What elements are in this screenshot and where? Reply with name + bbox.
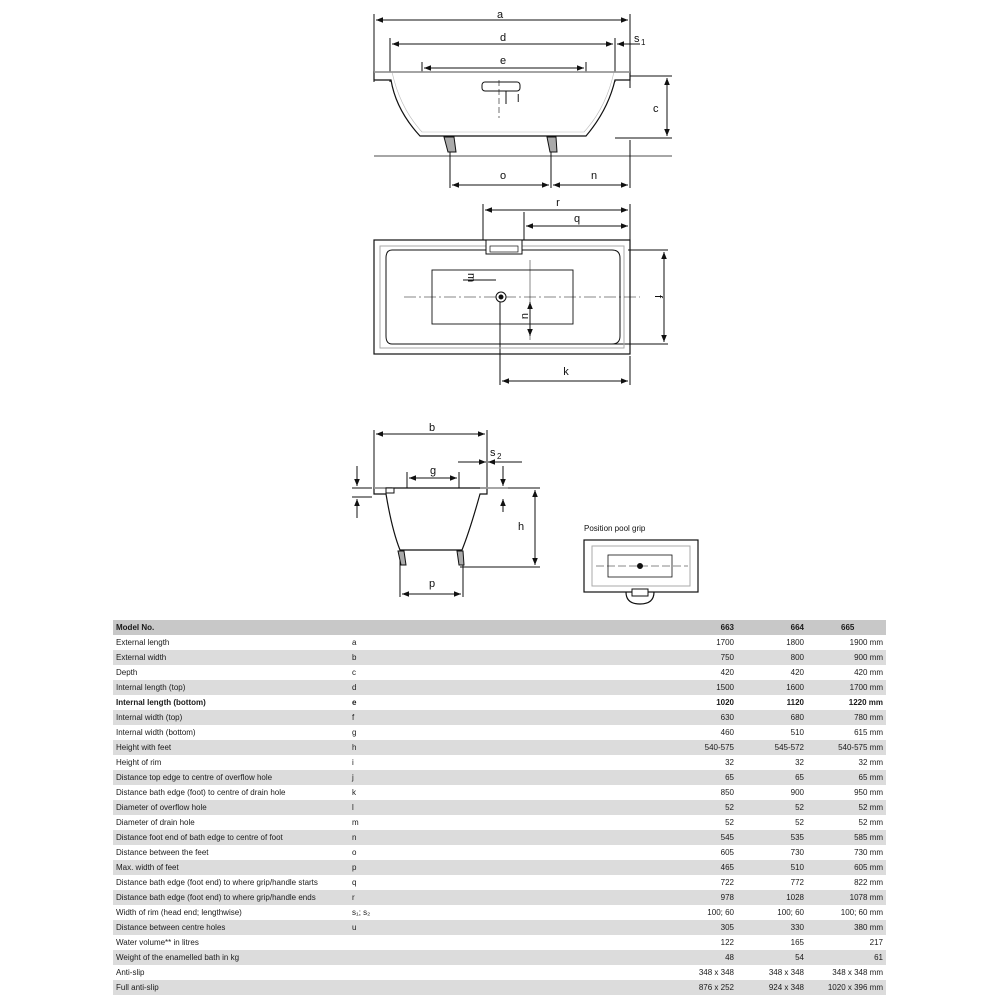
table-row bbox=[113, 740, 886, 755]
dim-label-d: d bbox=[499, 32, 507, 44]
table-row bbox=[113, 710, 886, 725]
row-value-664: 330 bbox=[737, 920, 807, 935]
table-row bbox=[113, 725, 886, 740]
table-row bbox=[113, 920, 886, 935]
table-row bbox=[113, 635, 886, 650]
row-value-665: 380 mm bbox=[807, 920, 886, 935]
dim-label-r: r bbox=[556, 197, 560, 209]
dim-label-c: c bbox=[653, 103, 659, 115]
table-row bbox=[113, 695, 886, 710]
table-row bbox=[113, 815, 886, 830]
row-symbol: k bbox=[349, 785, 659, 800]
row-symbol: n bbox=[349, 830, 659, 845]
row-label: Internal width (bottom) bbox=[113, 725, 349, 740]
table-row bbox=[113, 980, 886, 995]
row-symbol bbox=[349, 950, 659, 965]
row-value-663: 605 bbox=[659, 845, 737, 860]
dim-label-n: n bbox=[590, 170, 598, 182]
table-row bbox=[113, 935, 886, 950]
top-view-drawing bbox=[374, 204, 668, 385]
row-value-664: 730 bbox=[737, 845, 807, 860]
row-value-664: 52 bbox=[737, 800, 807, 815]
row-value-665: 52 mm bbox=[807, 815, 886, 830]
row-label: Distance top edge to centre of overflow hole bbox=[113, 770, 349, 785]
row-label: Distance bath edge (foot) to centre of drain hole bbox=[113, 785, 349, 800]
row-label: Distance bath edge (foot end) to where grip/handle starts bbox=[113, 875, 349, 890]
row-value-665: 1078 mm bbox=[807, 890, 886, 905]
row-value-664: 52 bbox=[737, 815, 807, 830]
row-value-663: 750 bbox=[659, 650, 737, 665]
row-value-663: 32 bbox=[659, 755, 737, 770]
row-symbol: b bbox=[349, 650, 659, 665]
row-label: External length bbox=[113, 635, 349, 650]
row-value-665: 1700 mm bbox=[807, 680, 886, 695]
row-value-665: 52 mm bbox=[807, 800, 886, 815]
dim-label-s2: s bbox=[490, 447, 496, 459]
table-row bbox=[113, 650, 886, 665]
row-label: Distance bath edge (foot end) to where grip/handle ends bbox=[113, 890, 349, 905]
row-symbol: f bbox=[349, 710, 659, 725]
table-row bbox=[113, 875, 886, 890]
row-symbol: q bbox=[349, 875, 659, 890]
row-value-663: 48 bbox=[659, 950, 737, 965]
table-row bbox=[113, 800, 886, 815]
dim-label-l: l bbox=[517, 93, 520, 105]
row-value-665: 780 mm bbox=[807, 710, 886, 725]
pool-grip-diagram bbox=[584, 540, 698, 604]
table-row bbox=[113, 965, 886, 980]
row-symbol: p bbox=[349, 860, 659, 875]
row-symbol: a bbox=[349, 635, 659, 650]
row-value-664: 900 bbox=[737, 785, 807, 800]
row-value-665: 1900 mm bbox=[807, 635, 886, 650]
row-symbol: h bbox=[349, 740, 659, 755]
table-row bbox=[113, 680, 886, 695]
row-value-665: 217 bbox=[807, 935, 886, 950]
row-value-665: 1020 x 396 mm bbox=[807, 980, 886, 995]
row-value-665: 65 mm bbox=[807, 770, 886, 785]
side-view-drawing bbox=[374, 14, 672, 188]
row-value-665: 32 mm bbox=[807, 755, 886, 770]
row-symbol: u bbox=[349, 920, 659, 935]
row-value-664: 65 bbox=[737, 770, 807, 785]
row-value-664: 165 bbox=[737, 935, 807, 950]
header-model-664: 664 bbox=[737, 620, 807, 635]
row-value-664: 772 bbox=[737, 875, 807, 890]
row-symbol bbox=[349, 965, 659, 980]
row-value-664: 924 x 348 bbox=[737, 980, 807, 995]
row-value-664: 1800 bbox=[737, 635, 807, 650]
header-model-665: 665 bbox=[807, 620, 886, 635]
row-symbol bbox=[349, 935, 659, 950]
row-value-663: 122 bbox=[659, 935, 737, 950]
row-value-664: 510 bbox=[737, 860, 807, 875]
row-value-663: 850 bbox=[659, 785, 737, 800]
row-symbol: i bbox=[349, 755, 659, 770]
spec-table bbox=[113, 620, 886, 995]
row-label: External width bbox=[113, 650, 349, 665]
dim-label-k: k bbox=[563, 366, 569, 378]
row-value-665: 605 mm bbox=[807, 860, 886, 875]
dim-label-b: b bbox=[428, 422, 436, 434]
header-label: Model No. bbox=[113, 620, 349, 635]
row-value-664: 535 bbox=[737, 830, 807, 845]
row-label: Internal width (top) bbox=[113, 710, 349, 725]
row-symbol: g bbox=[349, 725, 659, 740]
row-value-663: 100; 60 bbox=[659, 905, 737, 920]
table-row bbox=[113, 860, 886, 875]
table-row bbox=[113, 905, 886, 920]
row-value-664: 54 bbox=[737, 950, 807, 965]
dim-label-o: o bbox=[499, 170, 507, 182]
row-value-665: 348 x 348 mm bbox=[807, 965, 886, 980]
row-label: Weight of the enamelled bath in kg bbox=[113, 950, 349, 965]
row-value-664: 800 bbox=[737, 650, 807, 665]
table-row bbox=[113, 830, 886, 845]
dim-label-s2-sub: 2 bbox=[497, 452, 502, 461]
end-view-drawing bbox=[352, 430, 540, 597]
row-value-663: 978 bbox=[659, 890, 737, 905]
row-label: Width of rim (head end; lengthwise) bbox=[113, 905, 349, 920]
row-symbol: d bbox=[349, 680, 659, 695]
spec-table-body bbox=[113, 620, 886, 995]
row-symbol: o bbox=[349, 845, 659, 860]
header-model-663: 663 bbox=[659, 620, 737, 635]
row-value-663: 52 bbox=[659, 815, 737, 830]
row-value-664: 32 bbox=[737, 755, 807, 770]
table-row bbox=[113, 665, 886, 680]
row-label: Height with feet bbox=[113, 740, 349, 755]
row-value-663: 1020 bbox=[659, 695, 737, 710]
row-symbol: c bbox=[349, 665, 659, 680]
dim-label-f: f bbox=[652, 295, 664, 299]
table-row bbox=[113, 950, 886, 965]
table-row bbox=[113, 755, 886, 770]
row-value-664: 545-572 bbox=[737, 740, 807, 755]
row-value-664: 348 x 348 bbox=[737, 965, 807, 980]
row-label: Internal length (bottom) bbox=[113, 695, 349, 710]
row-symbol: l bbox=[349, 800, 659, 815]
row-symbol: m bbox=[349, 815, 659, 830]
row-value-665: 822 mm bbox=[807, 875, 886, 890]
row-value-663: 65 bbox=[659, 770, 737, 785]
row-label: Internal length (top) bbox=[113, 680, 349, 695]
row-label: Depth bbox=[113, 665, 349, 680]
row-value-663: 420 bbox=[659, 665, 737, 680]
row-value-663: 305 bbox=[659, 920, 737, 935]
dim-label-h: h bbox=[518, 521, 525, 533]
row-value-665: 950 mm bbox=[807, 785, 886, 800]
table-row bbox=[113, 845, 886, 860]
row-value-664: 510 bbox=[737, 725, 807, 740]
row-value-665: 615 mm bbox=[807, 725, 886, 740]
row-label: Full anti-slip bbox=[113, 980, 349, 995]
row-value-664: 100; 60 bbox=[737, 905, 807, 920]
row-value-665: 1220 mm bbox=[807, 695, 886, 710]
row-label: Height of rim bbox=[113, 755, 349, 770]
row-value-664: 1600 bbox=[737, 680, 807, 695]
dim-label-u: u bbox=[519, 313, 531, 320]
row-value-663: 1700 bbox=[659, 635, 737, 650]
dim-label-s1: s bbox=[634, 33, 640, 45]
row-value-663: 465 bbox=[659, 860, 737, 875]
row-label: Distance between centre holes bbox=[113, 920, 349, 935]
dim-label-e: e bbox=[499, 55, 507, 67]
row-label: Diameter of drain hole bbox=[113, 815, 349, 830]
row-value-665: 61 bbox=[807, 950, 886, 965]
row-label: Max. width of feet bbox=[113, 860, 349, 875]
row-value-664: 680 bbox=[737, 710, 807, 725]
row-label: Water volume** in litres bbox=[113, 935, 349, 950]
row-label: Distance between the feet bbox=[113, 845, 349, 860]
table-row bbox=[113, 785, 886, 800]
row-value-663: 52 bbox=[659, 800, 737, 815]
row-value-663: 540-575 bbox=[659, 740, 737, 755]
row-value-665: 540-575 mm bbox=[807, 740, 886, 755]
row-value-663: 876 x 252 bbox=[659, 980, 737, 995]
row-value-665: 900 mm bbox=[807, 650, 886, 665]
row-value-663: 545 bbox=[659, 830, 737, 845]
row-symbol: r bbox=[349, 890, 659, 905]
row-value-665: 100; 60 mm bbox=[807, 905, 886, 920]
dim-label-q: q bbox=[573, 213, 581, 225]
row-value-665: 585 mm bbox=[807, 830, 886, 845]
row-label: Anti-slip bbox=[113, 965, 349, 980]
row-value-664: 1120 bbox=[737, 695, 807, 710]
header-sym bbox=[349, 620, 659, 635]
row-value-663: 722 bbox=[659, 875, 737, 890]
row-symbol: j bbox=[349, 770, 659, 785]
row-value-663: 630 bbox=[659, 710, 737, 725]
row-label: Distance foot end of bath edge to centre of foot bbox=[113, 830, 349, 845]
row-value-665: 730 mm bbox=[807, 845, 886, 860]
row-symbol bbox=[349, 980, 659, 995]
row-value-663: 348 x 348 bbox=[659, 965, 737, 980]
dim-label-m: m bbox=[465, 273, 477, 283]
row-value-664: 420 bbox=[737, 665, 807, 680]
row-value-663: 1500 bbox=[659, 680, 737, 695]
row-value-665: 420 mm bbox=[807, 665, 886, 680]
row-symbol: s₁; s₂ bbox=[349, 905, 659, 920]
table-row bbox=[113, 770, 886, 785]
pool-grip-label: Position pool grip bbox=[584, 524, 646, 533]
row-symbol: e bbox=[349, 695, 659, 710]
dim-label-g: g bbox=[429, 465, 437, 477]
row-label: Diameter of overflow hole bbox=[113, 800, 349, 815]
table-row bbox=[113, 890, 886, 905]
row-value-664: 1028 bbox=[737, 890, 807, 905]
dim-label-s1-sub: 1 bbox=[641, 38, 646, 47]
row-value-663: 460 bbox=[659, 725, 737, 740]
dim-label-p: p bbox=[428, 578, 436, 590]
table-header-row bbox=[113, 620, 886, 635]
dim-label-a: a bbox=[496, 9, 504, 21]
